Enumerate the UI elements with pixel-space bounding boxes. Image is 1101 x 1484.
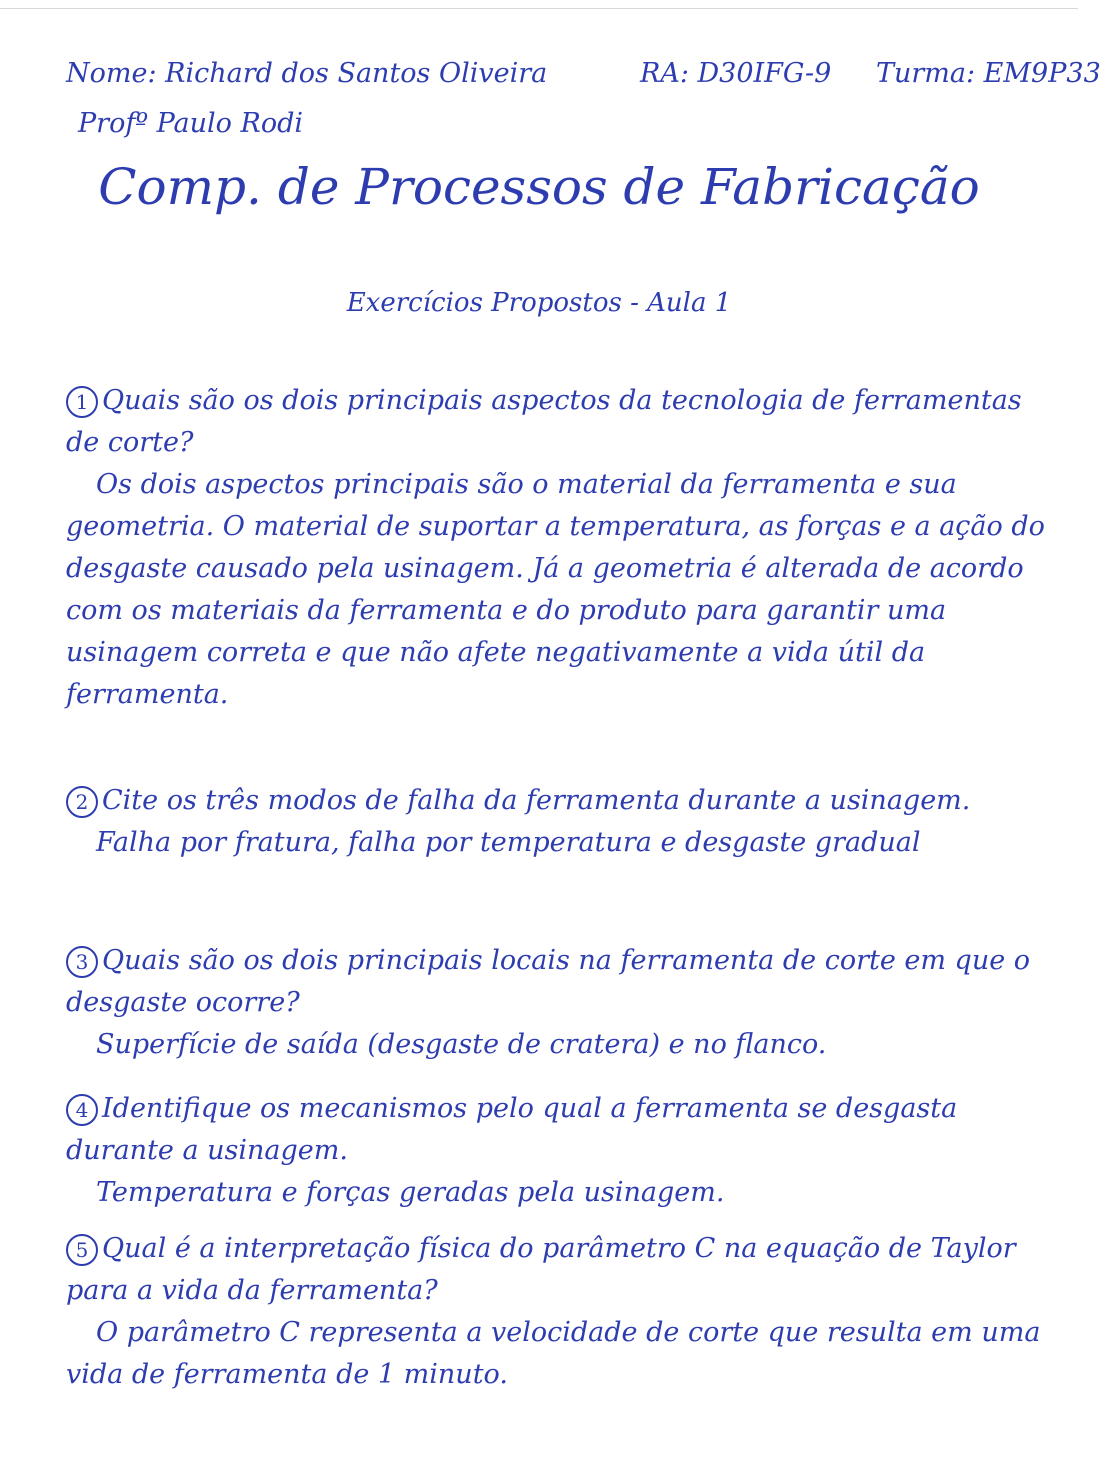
question-text-1: Quais são os dois principais aspectos da tecnologia de ferramentas de corte? (66, 385, 1022, 458)
answer-1: Os dois aspectos principais são o material da ferramenta e sua geometria. O material de suportar a temperatura, as forças e a ação do desgaste causado pela usinagem. Já a geometria é alterada de acordo com os materiais da ferramenta e do produto para garantir uma usinagem correta e que não afete negativamente a vida útil da ferramenta. (66, 469, 1045, 710)
class-code: Turma: EM9P33 (876, 58, 1101, 89)
question-3 (66, 940, 1046, 1024)
question-number-5: 5 (66, 1234, 98, 1266)
question-number-3: 3 (66, 946, 98, 978)
question-block-4 (66, 1088, 1046, 1214)
question-text-5: Qual é a interpretação física do parâmetro C na equação de Taylor para a vida da ferramenta? (66, 1233, 1016, 1306)
question-4 (66, 1088, 1046, 1172)
student-ra: RA: D30IFG-9 (640, 58, 832, 89)
question-text-2: Cite os três modos de falha da ferramenta durante a usinagem. (102, 785, 971, 816)
page-subtitle: Exercícios Propostos - Aula 1 (346, 288, 732, 318)
question-block-5 (66, 1228, 1046, 1396)
answer-5: O parâmetro C representa a velocidade de corte que resulta em uma vida de ferramenta de 1 minuto. (66, 1317, 1041, 1390)
question-1 (66, 380, 1046, 464)
question-5 (66, 1228, 1046, 1312)
question-block-2 (66, 780, 1046, 864)
question-text-4: Identifique os mecanismos pelo qual a ferramenta se desgasta durante a usinagem. (66, 1093, 958, 1166)
question-text-3: Quais são os dois principais locais na ferramenta de corte em que o desgaste ocorre? (66, 945, 1031, 1018)
answer-2: Falha por fratura, falha por temperatura e desgaste gradual (96, 827, 921, 858)
question-number-4: 4 (66, 1094, 98, 1126)
professor-name: Profº Paulo Rodi (78, 108, 304, 139)
student-name: Nome: Richard dos Santos Oliveira (66, 58, 548, 89)
question-2 (66, 780, 1046, 822)
question-block-1 (66, 380, 1046, 716)
question-number-1: 1 (66, 386, 98, 418)
answer-3: Superfície de saída (desgaste de cratera) e no flanco. (96, 1029, 827, 1060)
answer-4: Temperatura e forças geradas pela usinagem. (96, 1177, 725, 1208)
page-title: Comp. de Processos de Fabricação (98, 158, 980, 216)
question-number-2: 2 (66, 786, 98, 818)
question-block-3 (66, 940, 1046, 1066)
